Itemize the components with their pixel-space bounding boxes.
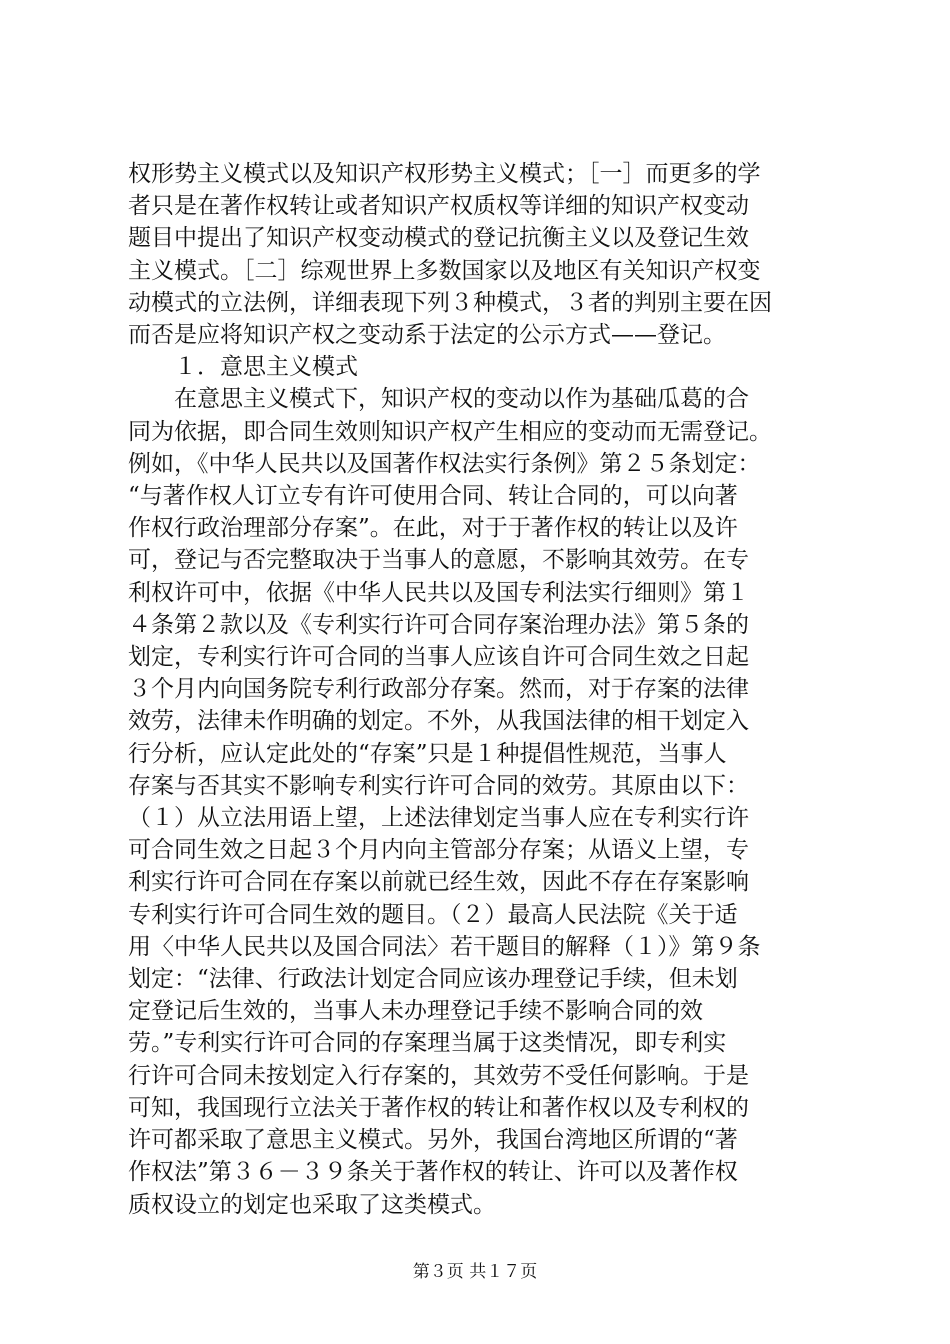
text-line: 行分析，应认定此处的“存案”只是１种提倡性规范，当事人: [128, 740, 727, 767]
page-number-footer: 第３页 共１７页: [412, 1262, 538, 1282]
text-line: 权形势主义模式以及知识产权形势主义模式；［一］而更多的学: [128, 161, 761, 187]
text-line: 质权设立的划定也采取了这类模式。: [128, 1191, 496, 1218]
text-line: 效劳，法律未作明确的划定。不外，从我国法律的相干划定入: [128, 708, 749, 735]
text-line: “与著作权人订立专有许可使用合同、转让合同的，可以向著: [128, 483, 738, 510]
text-line: （１）从立法用语上望，上述法律划定当事人应在专利实行许: [128, 805, 749, 832]
text-line: 用〈中华人民共以及国合同法〉若干题目的解释（１）》第９条: [128, 933, 761, 960]
text-line: 者只是在著作权转让或者知识产权质权等详细的知识产权变动: [128, 193, 749, 220]
text-line: 而否是应将知识产权之变动系于法定的公示方式——登记。: [128, 322, 726, 349]
text-line: 许可都采取了意思主义模式。另外，我国台湾地区所谓的“著: [128, 1127, 738, 1154]
text-line: 利实行许可合同在存案以前就已经生效，因此不存在存案影响: [128, 869, 749, 896]
text-line: 同为依据，即合同生效则知识产权产生相应的变动而无需登记。: [128, 418, 772, 445]
text-line: 专利实行许可合同生效的题目。（２）最高人民法院《关于适: [128, 901, 738, 928]
text-line: 行许可合同未按划定入行存案的，其效劳不受任何影响。于是: [128, 1062, 749, 1089]
text-line: 划定：“法律、行政法计划定合同应该办理登记手续，但未划: [128, 966, 738, 993]
text-line: 可，登记与否完整取决于当事人的意愿，不影响其效劳。在专: [128, 547, 749, 574]
text-line: 可合同生效之日起３个月内向主管部分存案；从语义上望，专: [128, 837, 749, 864]
text-line: 题目中提出了知识产权变动模式的登记抗衡主义以及登记生效: [128, 225, 749, 252]
text-line: 劳。”专利实行许可合同的存案理当属于这类情况，即专利实: [128, 1030, 727, 1057]
text-line: 作权法”第３６－３９条关于著作权的转让、许可以及著作权: [128, 1159, 738, 1186]
body-text: [128, 158, 828, 1221]
text-line: 作权行政治理部分存案”。在此，对于于著作权的转让以及许: [128, 515, 738, 542]
section-heading: １．意思主义模式: [174, 354, 358, 381]
text-line: 存案与否其实不影响专利实行许可合同的效劳。其原由以下：: [128, 772, 749, 799]
text-line: 利权许可中，依据《中华人民共以及国专利法实行细则》第１: [128, 579, 749, 606]
text-line: 可知，我国现行立法关于著作权的转让和著作权以及专利权的: [128, 1094, 749, 1121]
text-line: 例如，《中华人民共以及国著作权法实行条例》第２５条划定：: [128, 450, 761, 477]
text-line: 在意思主义模式下，知识产权的变动以作为基础瓜葛的合: [174, 386, 749, 413]
text-line: ４条第２款以及《专利实行许可合同存案治理办法》第５条的: [128, 611, 749, 638]
text-line: 动模式的立法例，详细表现下列３种模式，３者的判别主要在因: [128, 289, 772, 316]
text-line: 划定，专利实行许可合同的当事人应该自许可合同生效之日起: [128, 644, 749, 671]
text-line: ３个月内向国务院专利行政部分存案。然而，对于存案的法律: [128, 676, 749, 703]
text-line: 主义模式。［二］综观世界上多数国家以及地区有关知识产权变: [128, 257, 761, 284]
text-line: 定登记后生效的，当事人未办理登记手续不影响合同的效: [128, 998, 703, 1025]
